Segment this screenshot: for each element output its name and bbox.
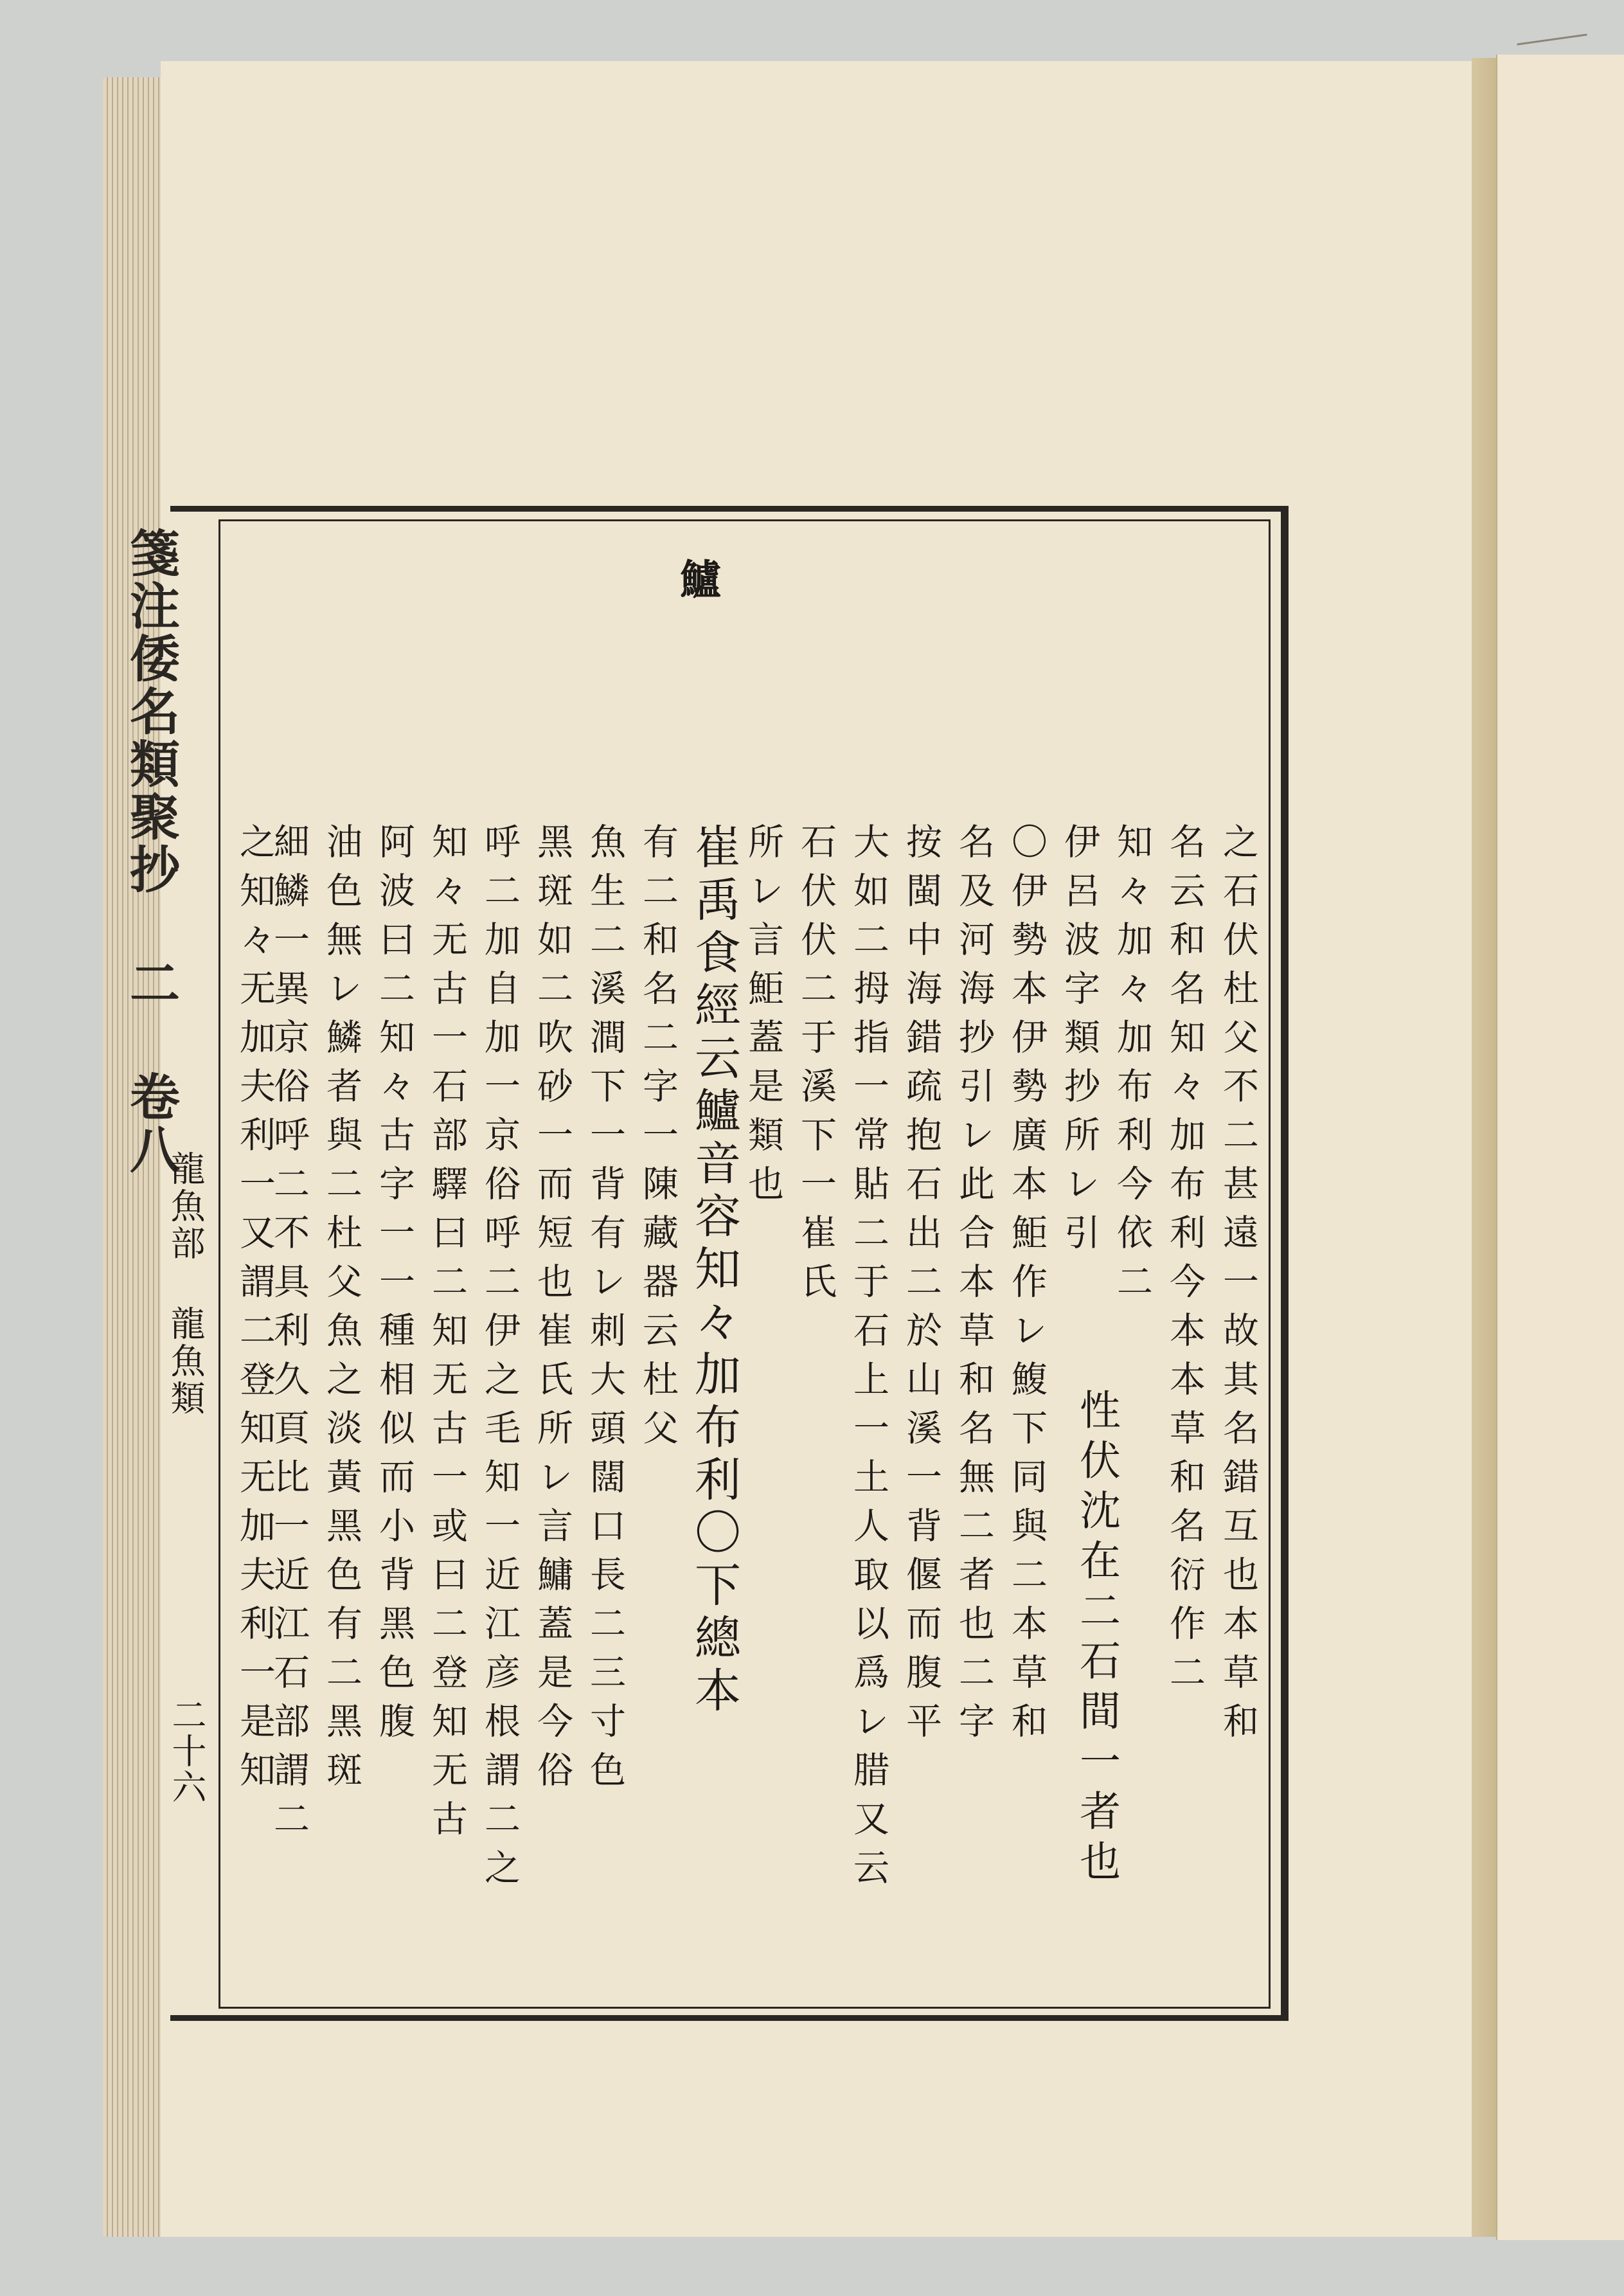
text-column: 魚生二溪澗下一背有レ刺大頭闊口長二三寸色	[584, 823, 626, 1800]
text-column: 伊呂波字類抄所レ引	[1058, 823, 1100, 1262]
text-column: 知々加々加布利今依二	[1111, 823, 1153, 1311]
text-column: 名及河海抄引レ此合本草和名無二者也二字	[953, 823, 995, 1751]
text-column: 〇伊勢本伊勢廣本鮔作レ鰒下同與二本草和	[1006, 823, 1048, 1751]
spine-rule	[219, 519, 220, 2009]
facing-page	[1496, 55, 1624, 2240]
binding-thread	[1517, 33, 1587, 45]
text-column: 按閩中海錯疏抱石出二於山溪一背偃而腹平	[900, 823, 942, 1751]
text-column: 油色無レ鱗者與二杜父魚之淡黃黑色有二黑斑	[321, 823, 362, 1800]
text-column: 崔禹食經云鱸音容知々加布利〇下總本	[687, 823, 741, 1719]
book-title: 箋注倭名類聚抄 二 卷八	[121, 527, 180, 1176]
text-column: 呼二加自加一京俗呼二伊之毛知一近江彦根謂二之	[479, 823, 521, 1897]
book-gutter	[1472, 58, 1497, 2237]
text-column-large: 性伏沈在二石間一者也	[1073, 1388, 1120, 1890]
entry-heading: 鱸	[673, 558, 721, 599]
text-column: 石伏伏二于溪下一崔氏	[795, 823, 837, 1311]
text-column: 有二和名二字一陳藏器云杜父	[637, 823, 679, 1458]
text-column: 之石伏杜父不二甚遠一故其名錯互也本草和	[1217, 823, 1259, 1751]
page-number: 二十六	[166, 1697, 207, 1805]
text-column: 大如二拇指一常貼二于石上一土人取以爲レ腊又云	[848, 823, 889, 1897]
text-column: 黑斑如二吹砂一而短也崔氏所レ言鱅蓋是今俗	[531, 823, 573, 1800]
text-column: 名云和名知々加布利今本本草和名衍作二	[1164, 823, 1206, 1702]
text-column: 之知々无加夫利一又謂二登知无加夫利一是知	[234, 823, 276, 1800]
text-column: 細鱗一異京俗呼二不具利久頁比一近江石部謂二	[268, 823, 310, 1849]
text-column: 阿波曰二知々古字一一種相似而小背黑色腹	[373, 823, 415, 1751]
text-column: 所レ言鮔蓋是類也	[742, 823, 784, 1214]
text-column: 知々无古一石部驛曰二知无古一或曰二登知无古	[426, 823, 468, 1849]
section-label: 龍魚部 龍魚類	[165, 1151, 206, 1417]
